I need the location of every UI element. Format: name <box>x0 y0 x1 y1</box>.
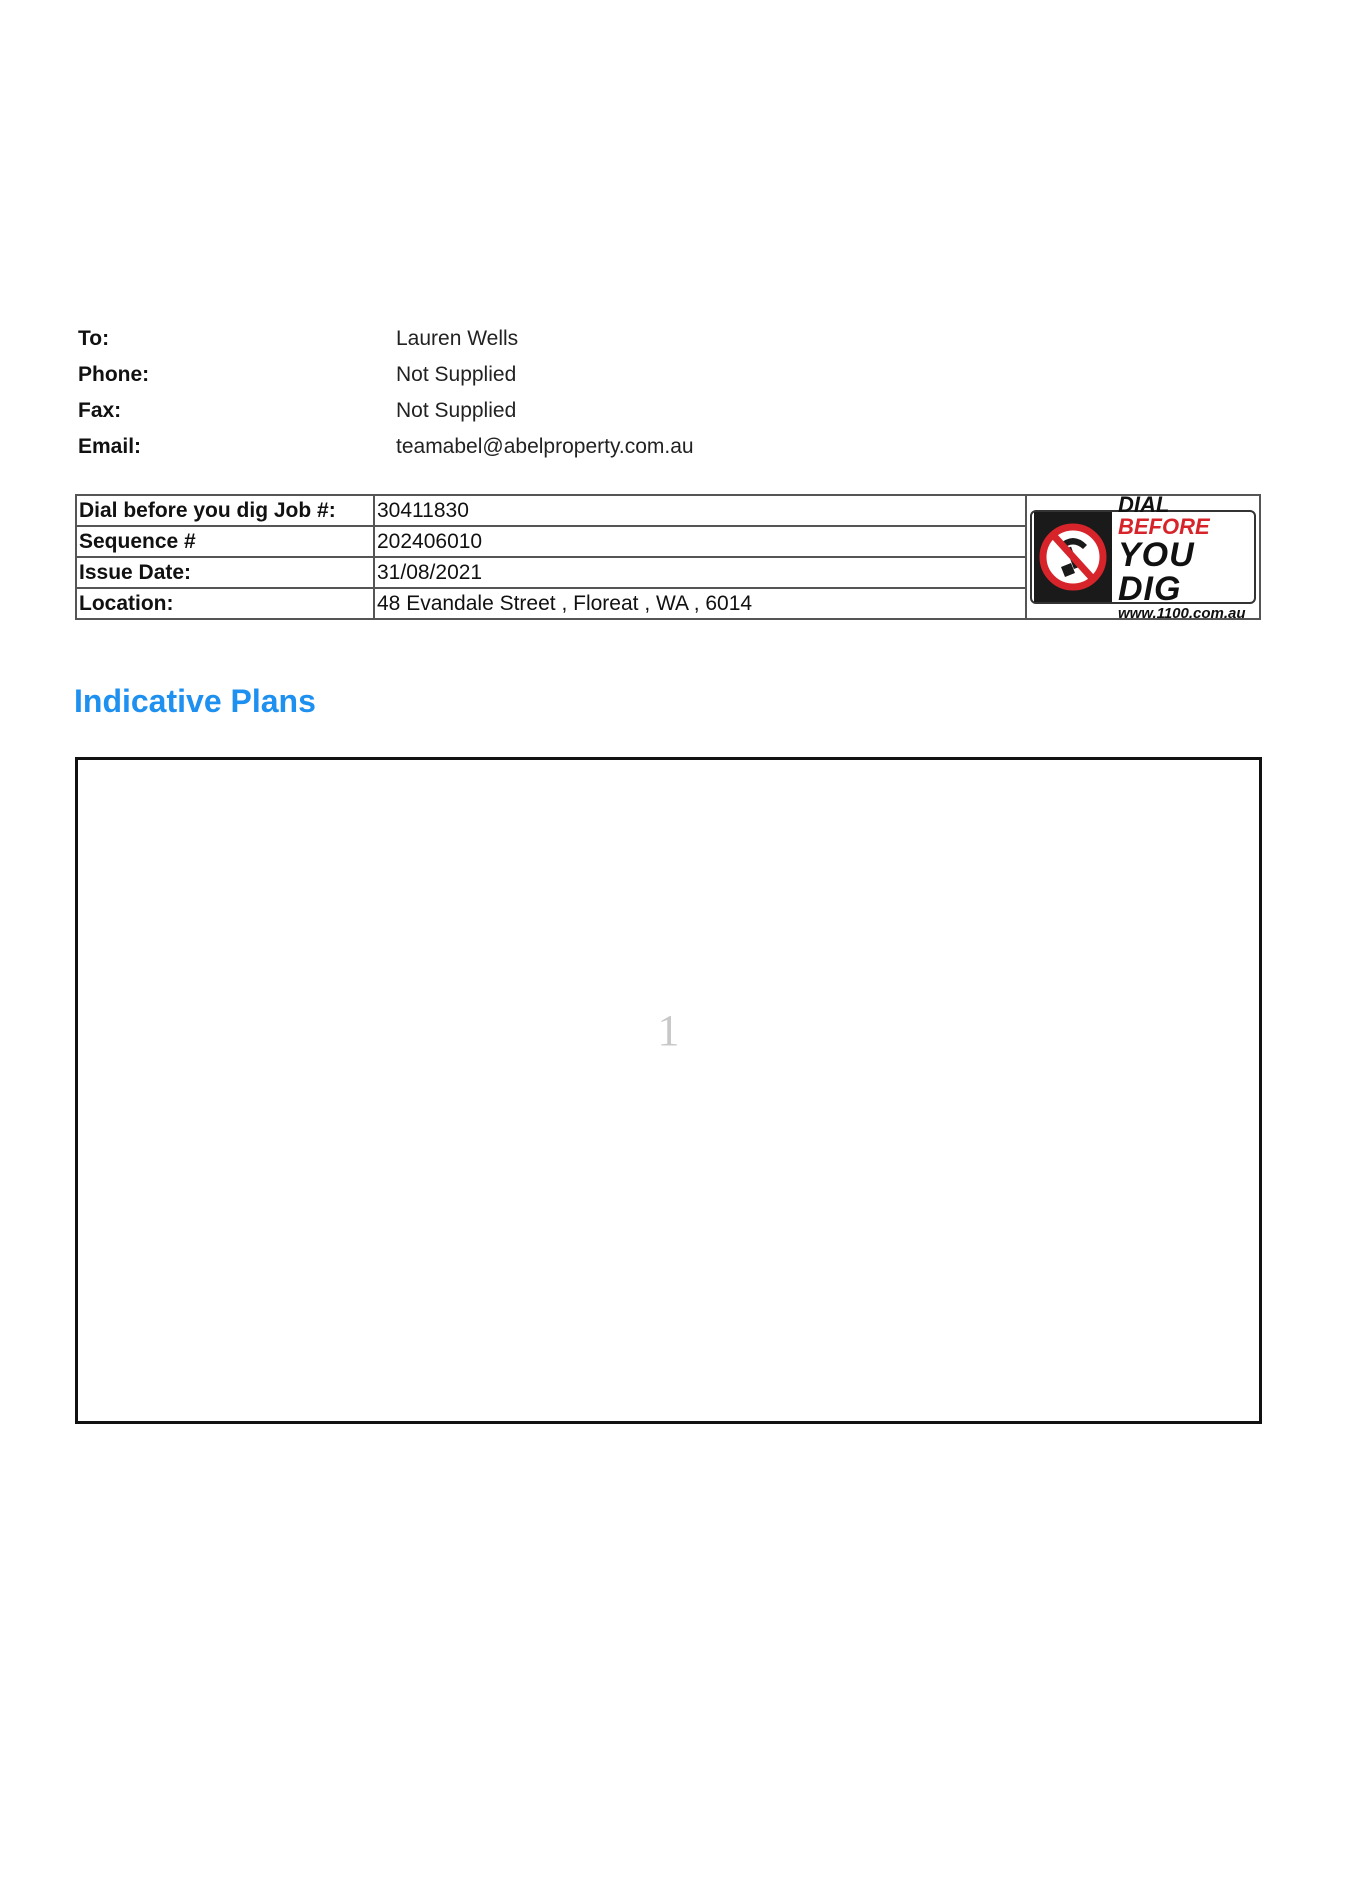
logo-url-text: www.1100.com.au <box>1118 604 1246 622</box>
logo-text <box>1112 491 1254 622</box>
sequence-label: Sequence # <box>76 526 374 557</box>
contact-value: Not Supplied <box>396 399 517 422</box>
logo-before-text: BEFORE <box>1118 513 1210 539</box>
logo-line1 <box>1118 491 1254 539</box>
contact-value: teamabel@abelproperty.com.au <box>396 435 694 458</box>
contact-row-fax <box>78 393 878 429</box>
contact-row-email <box>78 429 878 465</box>
job-number-value: 30411830 <box>374 495 1026 526</box>
logo-you-dig-text: YOU DIG <box>1118 535 1195 608</box>
contact-label: Phone: <box>78 363 150 386</box>
contact-row-phone <box>78 357 878 393</box>
table-row <box>76 495 1260 526</box>
contact-row-to <box>78 321 878 357</box>
issue-date-label: Issue Date: <box>76 557 374 588</box>
location-label: Location: <box>76 588 374 619</box>
logo-dial-text: DIAL <box>1118 491 1169 517</box>
sequence-value: 202406010 <box>374 526 1026 557</box>
contact-details <box>78 321 878 465</box>
contact-label: Fax: <box>78 399 122 422</box>
contact-label: Email: <box>78 435 142 458</box>
no-digging-icon <box>1034 512 1112 602</box>
job-details-table <box>75 491 1261 622</box>
section-title: Indicative Plans <box>74 683 316 719</box>
plan-page-number: 1 <box>657 1006 680 1055</box>
indicative-plan-frame <box>75 757 1262 1424</box>
dial-before-you-dig-logo <box>1030 491 1256 622</box>
location-value: 48 Evandale Street , Floreat , WA , 6014 <box>374 588 1026 619</box>
contact-value: Lauren Wells <box>396 327 519 350</box>
issue-date-value: 31/08/2021 <box>374 557 1026 588</box>
contact-value: Not Supplied <box>396 363 517 386</box>
contact-label: To: <box>78 327 110 350</box>
logo-cell <box>1026 491 1260 622</box>
job-number-label: Dial before you dig Job #: <box>76 495 374 526</box>
